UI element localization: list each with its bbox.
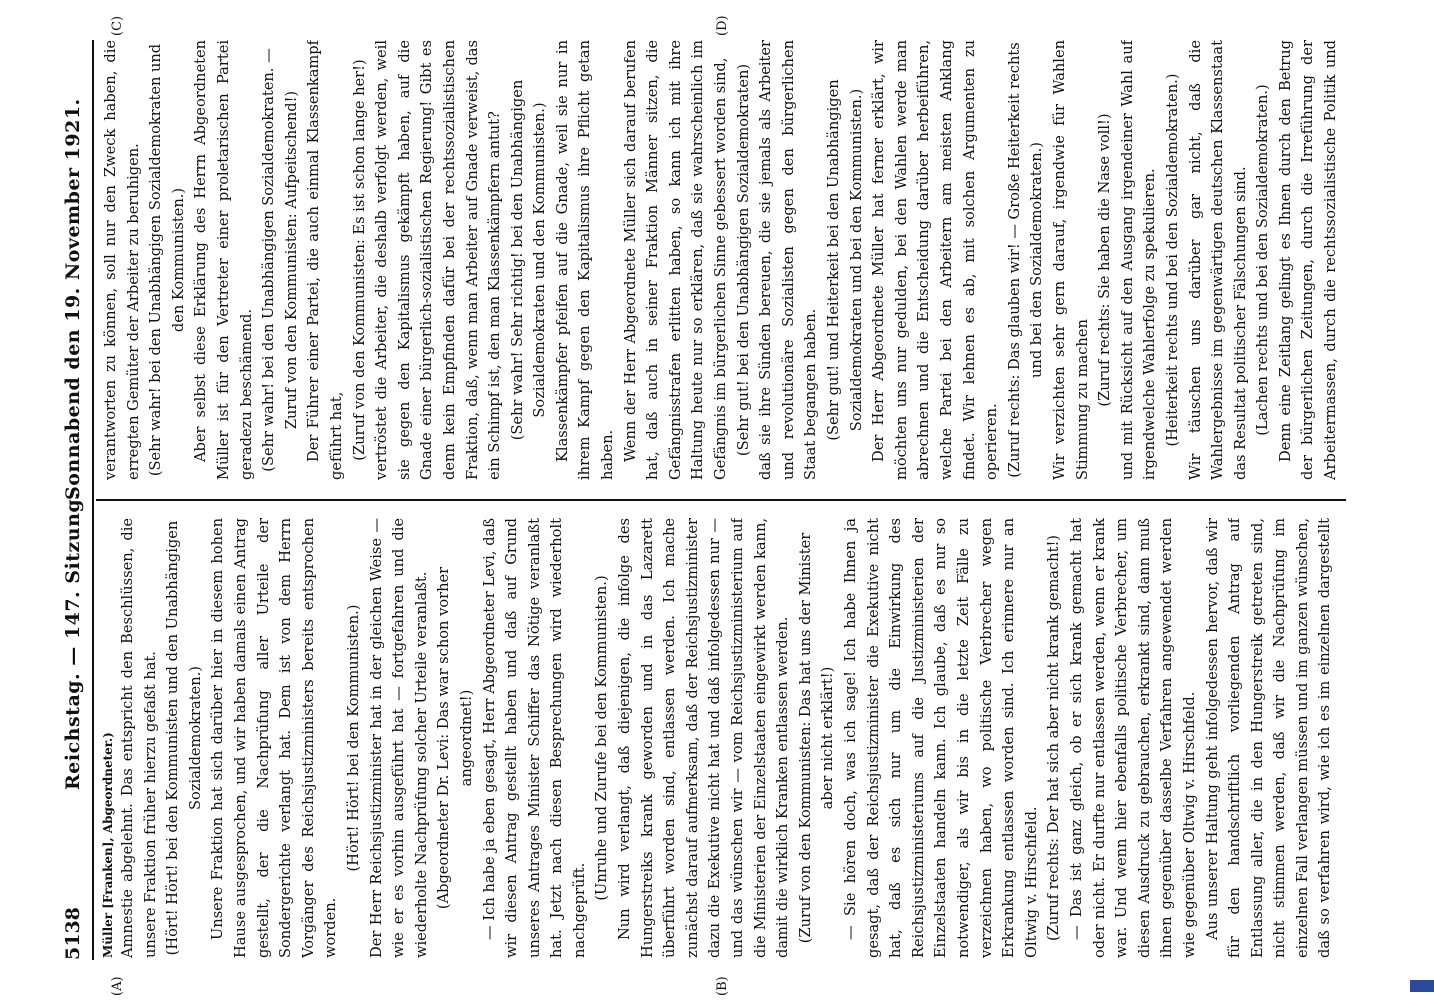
right-column-paragraph: verantworten zu können, soll nur den Zweck haben, die erregten Gemüter der Arbeiter zu beruhigen. (102, 40, 142, 480)
left-column-paragraph: (Unruhe und Zurufe bei den Kommunisten.) (593, 575, 611, 901)
column-divider (96, 499, 1346, 501)
margin-label-c: (C) (110, 15, 125, 36)
left-column-paragraph: (Zuruf rechts: Der hat sich aber nicht krank gemacht!) (1045, 534, 1063, 942)
right-column-paragraph: (Sehr gut! und Heiterkeit bei den Unabhängigen Sozialdemokraten und bei den Kommunisten.) (825, 79, 865, 441)
digitization-note (1416, 6, 1434, 996)
left-column-paragraph: (Abgeordneter Dr. Levi: Das war schon vorher angeordnet!) (435, 566, 475, 910)
page-number: 5138 (62, 907, 84, 960)
left-column-paragraph: Der Herr Reichsjustizminister hat in der gleichen Weise — wie er es vorhin ausgeführt hat — fortgefahren und die wiederholte Nachprüfung solcher Urteile veranlaßt. (367, 518, 430, 958)
margin-label-b: (B) (715, 976, 730, 996)
left-column-paragraph: (Hört! Hört! bei den Kommunisten.) (344, 604, 362, 872)
margin-label-d: (D) (715, 15, 730, 36)
left-column (100, 518, 1340, 958)
right-column-paragraph: (Sehr gut! bei den Unabhängigen Sozialdemokraten) (734, 63, 752, 457)
right-column (100, 40, 1340, 480)
session-date: Sonnabend den 19. November 1921. (62, 98, 84, 500)
left-column-paragraph: Amnestie abgelehnt. Das entspricht den Beschlüssen, die unsere Fraktion früher hierzu gefaßt hat. (119, 518, 159, 958)
left-column-paragraph: — Das ist ganz gleich, ob er sich krank gemacht hat oder nicht. Er durfte nur entlassen werden, wenn er krank war. Und wenn hier ebenfalls politische Verbrecher, um diesen Ausdruck zu gebrauchen, erkrankt sind, dann muß ihnen gegenüber dasselbe Verfahren angewendet werden wie gegenüber Oltwig v. Hirschfeld. (1067, 518, 1198, 958)
right-column-paragraph: Wir täuschen uns darüber gar nicht, daß die Wahlergebnisse im gegenwärtigen deutschen Klassenstaat das Resultat politischer Fälschungen sind. (1186, 40, 1249, 480)
right-column-paragraph: (Sehr wahr! Sehr richtig! bei den Unabhängigen Sozialdemokraten und den Kommunisten.) (508, 79, 549, 441)
right-column-paragraph: (Lachen rechts und bei den Sozialdemokraten.) (1254, 84, 1272, 436)
left-column-paragraph: — Sie hören doch, was ich sage! Ich habe Ihnen ja gesagt, daß der Reichsjustizminister die Exekutive nicht hat, daß es sich nur um die Einwirkung des Reichsjustizministeriums auf die Justizministerien der Einzelstaaten handeln kann. Ich glaube, daß es nur so notwendiger, als wir bis in die letzte Zeit Fälle zu verzeichnen haben, wo politische Verbrecher wegen Erkrankung entlassen worden sind. Ich erinnere nur an Oltwig v. Hirschfeld. (842, 518, 1040, 958)
left-column-paragraph: Müller [Franken], Abgeordneter.) (101, 732, 115, 958)
left-column-paragraph: — Ich habe ja eben gesagt, Herr Abgeordneter Levi, daß wir diesen Antrag gestellt haben und daß auf Grund unseres Antrages Minister Schiffer das Nötige veranlaßt hat. Jetzt nach diesen Besprechungen wird wiederholt nachgeprüft. (480, 518, 588, 958)
left-column-paragraph: Aus unserer Haltung geht infolgedessen hervor, daß wir für den handschriftlich vorliegenden Antrag auf Entlassung aller, die in den Hungerstreik getreten sind, nicht stimmen werden, daß wir die Nachprüfung im einzelnen Fall verlangen müssen und im ganzen wünschen, daß so verfahren wird, wie ich es im einzelnen dargestellt (1203, 518, 1334, 958)
dfg-logo (1410, 980, 1434, 992)
right-column-paragraph: Wir verzichten sehr gern darauf, irgendwie für Wahlen Stimmung zu machen (1050, 40, 1091, 480)
right-column-paragraph: (Zuruf rechts: Sie haben die Nase voll!) (1096, 113, 1114, 407)
right-column-paragraph: (Zuruf rechts: Das glauben wir! — Große Heiterkeit rechts und bei den Sozialdemokraten.) (1005, 42, 1046, 478)
right-column-paragraph: (Sehr wahr! bei den Unabhängigen Sozialdemokraten und den Kommunisten.) (147, 43, 187, 477)
left-column-paragraph: Unsere Fraktion hat sich darüber hier in diesem hohen Hause ausgesprochen, und wir haben damals einen Antrag gestellt, der die Nachprüfung aller Urteile der Sondergerichte verlangt hat. Dem ist von dem Herrn Vorgänger des Reichsjustizministers bereits entsprochen worden. (209, 518, 340, 958)
left-column-paragraph: Nun wird verlangt, daß diejenigen, die infolge des Hungerstreiks krank geworden und in das Lazarett überführt worden sind, entlassen werden. Ich mache zunächst darauf aufmerksam, daß der Reichsjustizminister dazu die Exekutive nicht hat und daß infolgedessen nur — und das wünschen wir — vom Reichsjustizministerium auf die Ministerien der Einzelstaaten eingewirkt werden kann, damit die wirklich Kranken entlassen werden. (616, 518, 792, 958)
left-column-paragraph: (Zuruf von den Kommunisten: Das hat uns der Minister aber nicht erklärt!) (796, 532, 837, 944)
right-column-paragraph: Wenn der Herr Abgeordnete Müller sich darauf berufen hat, daß auch in seiner Fraktion Männer sitzen, die Gefängnisstrafen erlitten haben, so kann ich mit ihre Haltung heute nur so erklären, daß sie wahrscheinlich im Gefängnis im bürgerlichen Sinne gebessert worden sind, (621, 40, 730, 480)
right-column-paragraph: Der Führer einer Partei, die auch einmal Klassenkampf geführt hat, (305, 40, 345, 480)
right-column-paragraph: (Heiterkeit rechts und bei den Sozialdemokraten.) (1163, 73, 1181, 447)
right-column-paragraph: Aber selbst diese Erklärung des Herrn Abgeordneten Müller ist für den Vertreter einer proletarischen Partei geradezu beschämend. (192, 40, 255, 480)
right-column-paragraph: Denn eine Zeitlang gelingt es Ihnen durch den Betrug der bürgerlichen Zeitungen, durch die Irreführung der Arbeitermassen, durch die rechtssozialistische Politik und (1276, 40, 1340, 480)
right-column-paragraph: (Zuruf von den Kommunisten: Es ist schon lange her!) (350, 59, 368, 461)
right-column-paragraph: (Sehr wahr! bei den Unabhängigen Sozialdemokraten. — Zuruf von den Kommunisten: Aufpeitschend!) (260, 48, 300, 472)
left-column-paragraph: (Hört! Hört! bei den Kommunisten und den Unabhängigen Sozialdemokraten.) (164, 520, 204, 956)
right-column-paragraph: und mit Rücksicht auf den Ausgang irgendeiner Wahl auf irgendwelche Wahlerfolge zu spekulieren. (1118, 40, 1159, 480)
right-column-paragraph: daß sie ihre Sünden bereuen, die sie jemals als Arbeiter und revolutionäre Sozialisten gegen den bürgerlichen Staat begangen haben. (757, 40, 820, 480)
page-header (62, 40, 92, 960)
header-rule (92, 40, 94, 960)
right-column-paragraph: vertröstet die Arbeiter, die deshalb verfolgt werden, weil sie gegen den Kapitalismus gekämpft haben, auf die Gnade einer bürgerlich-sozialistischen Regierung! Gibt es denn kein Empfinden dafür bei der rechtssozialistischen Fraktion, daß, wenn man Arbeiter auf Gnade verweist, das ein Schimpf ist, den man Klassenkämpfern antut? (373, 40, 504, 480)
right-column-paragraph: Klassenkämpfer pfeifen auf die Gnade, weil sie nur in ihrem Kampf gegen den Kapitalismus ihre Pflicht getan haben. (553, 40, 617, 480)
session-title: Reichstag. — 147. Sitzung. (62, 491, 84, 790)
margin-label-a: (A) (110, 976, 125, 996)
right-column-paragraph: Der Herr Abgeordnete Müller hat ferner erklärt, wir möchten uns nur gedulden, bei den Wahlen werde man abrechnen und die Entscheidung darüber herbeiführen, welche Partei bei den Arbeitern am meisten Anklang findet. Wir lehnen es ab, mit solchen Argumenten zu operieren. (870, 40, 1001, 480)
